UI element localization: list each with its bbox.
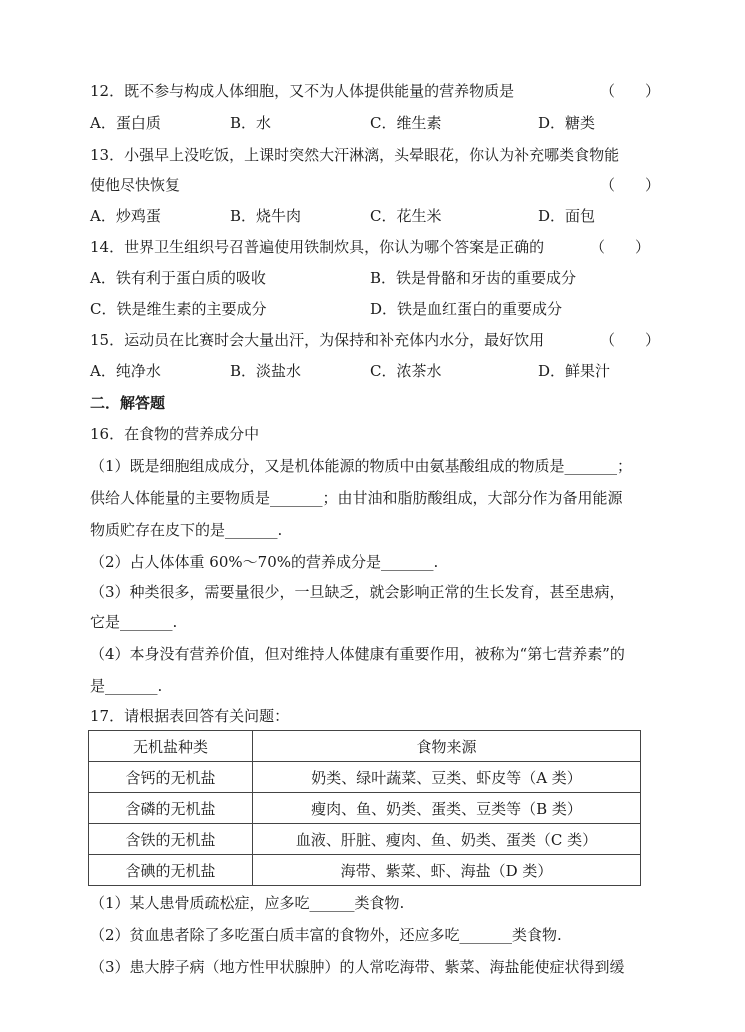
question-14-stem — [90, 232, 660, 262]
table-header-row — [89, 731, 641, 762]
question-12-options — [90, 108, 660, 138]
answer-paren: （ ） — [599, 331, 660, 349]
table-cell: 奶类、绿叶蔬菜、豆类、虾皮等（A 类） — [253, 762, 641, 793]
question-text: 14．世界卫生组织号召普遍使用铁制炊具，你认为哪个答案是正确的 — [90, 238, 545, 256]
table-cell: 含碘的无机盐 — [89, 855, 253, 886]
question-17-part1: （1）某人患骨质疏松症，应多吃______类食物. — [90, 894, 405, 912]
answer-paren: （ ） — [599, 176, 660, 194]
answer-paren: （ ） — [599, 82, 660, 100]
option-a: A．铁有利于蛋白质的吸收 — [90, 269, 266, 287]
option-d: D．鲜果汁 — [538, 362, 611, 380]
table-header-cell: 食物来源 — [253, 731, 641, 762]
table-cell: 含铁的无机盐 — [89, 824, 253, 855]
option-b: B．烧牛肉 — [230, 207, 302, 225]
option-c: C．花生米 — [370, 207, 442, 225]
question-text: 12．既不参与构成人体细胞，又不为人体提供能量的营养物质是 — [90, 82, 515, 100]
option-d: D．糖类 — [538, 114, 596, 132]
option-c: C．铁是维生素的主要成分 — [90, 300, 267, 318]
table-cell: 含钙的无机盐 — [89, 762, 253, 793]
table-cell: 瘦肉、鱼、奶类、蛋类、豆类等（B 类） — [253, 793, 641, 824]
question-text: 使他尽快恢复 — [90, 176, 181, 194]
option-b: B．铁是骨骼和牙齿的重要成分 — [370, 269, 577, 287]
table-header-cell: 无机盐种类 — [89, 731, 253, 762]
option-d: D．面包 — [538, 207, 596, 225]
option-b: B．水 — [230, 114, 272, 132]
question-17-part2: （2）贫血患者除了多吃蛋白质丰富的食物外，还应多吃_______类食物. — [90, 926, 562, 944]
table-row — [89, 855, 641, 886]
question-16-part1-line1: （1）既是细胞组成成分，又是机体能源的物质中由氨基酸组成的物质是_______； — [90, 457, 633, 475]
question-16-part1-line2: 供给人体能量的主要物质是_______；由甘油和脂肪酸组成，大部分作为备用能源 — [90, 489, 623, 507]
option-b: B．淡盐水 — [230, 362, 302, 380]
table-row — [89, 762, 641, 793]
table-cell: 海带、紫菜、虾、海盐（D 类） — [253, 855, 641, 886]
question-15-stem — [90, 325, 660, 355]
question-16-part4-line1: （4）本身没有营养价值，但对维持人体健康有重要作用，被称为“第七营养素”的 — [90, 645, 625, 663]
mineral-salt-table — [88, 730, 641, 886]
option-a: A．炒鸡蛋 — [90, 207, 161, 225]
question-16-part2: （2）占人体体重 60%～70%的营养成分是_______. — [90, 553, 439, 571]
question-16-intro: 16．在食物的营养成分中 — [90, 425, 260, 443]
question-text: 15．运动员在比赛时会大量出汗，为保持和补充体内水分，最好饮用 — [90, 331, 545, 349]
question-16-part4-line2: 是_______. — [90, 677, 163, 695]
question-14-options-row1 — [90, 263, 660, 293]
question-14-options-row2 — [90, 294, 660, 324]
option-a: A．蛋白质 — [90, 114, 161, 132]
table-row — [89, 793, 641, 824]
table-row — [89, 824, 641, 855]
question-17-part3: （3）患大脖子病（地方性甲状腺肿）的人常吃海带、紫菜、海盐能使症状得到缓 — [90, 958, 625, 976]
question-16-part1-line3: 物质贮存在皮下的是_______. — [90, 521, 283, 539]
question-16-part3-line1: （3）种类很多，需要量很少，一旦缺乏，就会影响正常的生长发育，甚至患病， — [90, 583, 625, 601]
question-13-stem-line2 — [90, 170, 660, 200]
option-c: C．维生素 — [370, 114, 442, 132]
question-12-stem — [90, 76, 660, 106]
option-c: C．浓茶水 — [370, 362, 442, 380]
table-cell: 含磷的无机盐 — [89, 793, 253, 824]
section-title: 二．解答题 — [90, 394, 166, 412]
question-17-intro: 17．请根据表回答有关问题： — [90, 707, 290, 725]
option-a: A．纯净水 — [90, 362, 161, 380]
question-15-options — [90, 356, 660, 386]
option-d: D．铁是血红蛋白的重要成分 — [370, 300, 563, 318]
answer-paren: （ ） — [589, 238, 650, 256]
table-cell: 血液、肝脏、瘦肉、鱼、奶类、蛋类（C 类） — [253, 824, 641, 855]
question-13-stem-line1 — [90, 140, 660, 170]
question-16-part3-line2: 它是_______. — [90, 613, 178, 631]
question-13-options — [90, 201, 660, 231]
question-text: 13．小强早上没吃饭，上课时突然大汗淋漓，头晕眼花，你认为补充哪类食物能 — [90, 146, 620, 164]
